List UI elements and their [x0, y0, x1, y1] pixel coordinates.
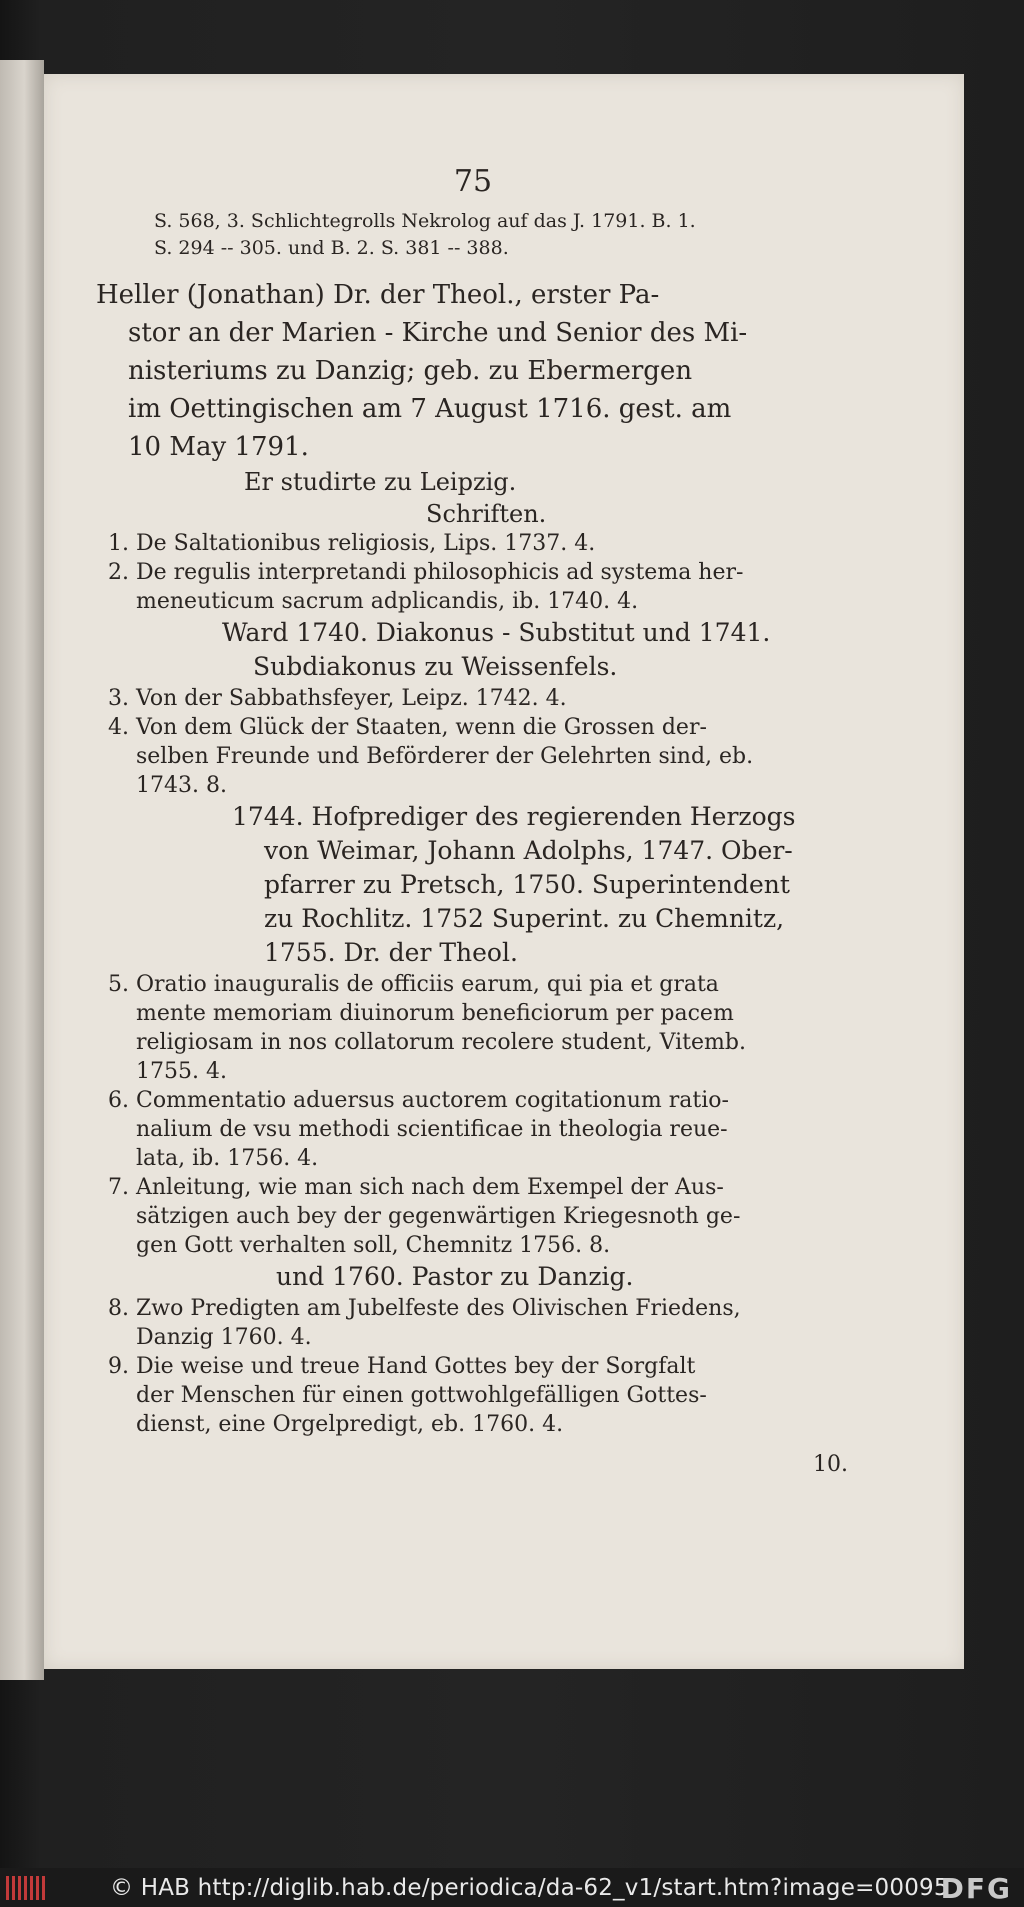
- works-group-3: [96, 970, 850, 1260]
- top-reference-line: S. 568, 3. Schlichtegrolls Nekrolog auf das J. 1791. B. 1.: [154, 210, 696, 232]
- work-text: Oratio inauguralis de officiis earum, qui pia et grata: [136, 972, 719, 997]
- entry-heading-line: nisteriums zu Danzig; geb. zu Ebermergen: [128, 356, 693, 386]
- work-text: Zwo Predigten am Jubelfeste des Olivischen Friedens,: [136, 1296, 741, 1321]
- entry-heading-line: im Oettingischen am 7 August 1716. gest. am: [128, 394, 732, 424]
- work-text: Von der Sabbathsfeyer, Leipz. 1742. 4.: [136, 686, 567, 711]
- work-text: gen Gott verhalten soll, Chemnitz 1756. 8.: [136, 1233, 611, 1258]
- work-text: meneuticum sacrum adplicandis, ib. 1740. 4.: [136, 589, 639, 614]
- work-text: der Menschen für einen gottwohlgefälligen Gottes-: [136, 1383, 707, 1408]
- career-note: [96, 1260, 850, 1294]
- book-spine: [0, 60, 44, 1680]
- work-text: sätzigen auch bey der gegenwärtigen Kriegesnoth ge-: [136, 1204, 741, 1229]
- career-note-line: 1755. Dr. der Theol.: [264, 938, 518, 967]
- career-note-line: pfarrer zu Pretsch, 1750. Superintendent: [264, 870, 790, 899]
- work-item: [96, 1352, 850, 1439]
- work-text: lata, ib. 1756. 4.: [136, 1146, 319, 1171]
- work-item: [96, 1086, 850, 1173]
- work-number: 4.: [108, 715, 129, 740]
- page-content: [96, 160, 850, 1485]
- work-text: De regulis interpretandi philosophicis ad systema her-: [136, 560, 744, 585]
- work-number: 3.: [108, 686, 129, 711]
- barcode-icon: [6, 1876, 48, 1900]
- top-reference: [96, 208, 850, 262]
- career-note-line: von Weimar, Johann Adolphs, 1747. Ober-: [264, 836, 793, 865]
- career-note-line: 1744. Hofprediger des regierenden Herzogs: [232, 802, 796, 831]
- work-text: selben Freunde und Beförderer der Gelehrten sind, eb.: [136, 744, 754, 769]
- career-note: [96, 616, 850, 684]
- footer-bar: [0, 1868, 1024, 1907]
- work-number: 6.: [108, 1088, 129, 1113]
- work-text: De Saltationibus religiosis, Lips. 1737. 4.: [136, 531, 596, 556]
- work-number: 8.: [108, 1296, 129, 1321]
- work-text: religiosam in nos collatorum recolere student, Vitemb.: [136, 1030, 746, 1055]
- work-text: Von dem Glück der Staaten, wenn die Grossen der-: [136, 715, 707, 740]
- works-group-4: [96, 1294, 850, 1439]
- work-number: 9.: [108, 1354, 129, 1379]
- career-note-line: zu Rochlitz. 1752 Superint. zu Chemnitz,: [264, 904, 785, 933]
- work-item: [96, 684, 850, 713]
- work-item: [96, 558, 850, 616]
- work-item: [96, 1294, 850, 1352]
- work-number: 1.: [108, 531, 129, 556]
- work-item: [96, 713, 850, 800]
- work-text: Danzig 1760. 4.: [136, 1325, 312, 1350]
- dfg-logo: DFG: [940, 1872, 1012, 1905]
- work-text: mente memoriam diuinorum beneficiorum per pacem: [136, 1001, 734, 1026]
- entry-heading-line: Heller (Jonathan) Dr. der Theol., erster Pa-: [96, 280, 660, 310]
- top-reference-line: S. 294 -- 305. und B. 2. S. 381 -- 388.: [154, 237, 509, 259]
- career-note-line: und 1760. Pastor zu Danzig.: [276, 1262, 634, 1291]
- work-text: Commentatio aduersus auctorem cogitationum ratio-: [136, 1088, 729, 1113]
- page-number: 75: [453, 164, 493, 199]
- work-number: 2.: [108, 560, 129, 585]
- career-note: [96, 800, 850, 970]
- work-number: 5.: [108, 972, 129, 997]
- works-group-2: [96, 684, 850, 800]
- footer-source-link[interactable]: © HAB http://diglib.hab.de/periodica/da-62_v1/start.htm?image=00095: [110, 1875, 949, 1901]
- career-note-line: Ward 1740. Diakonus - Substitut und 1741.: [222, 618, 771, 647]
- work-number: 7.: [108, 1175, 129, 1200]
- book-page: [44, 74, 964, 1669]
- work-text: dienst, eine Orgelpredigt, eb. 1760. 4.: [136, 1412, 564, 1437]
- schriften-heading: Schriften.: [426, 500, 547, 528]
- work-text: 1743. 8.: [136, 773, 227, 798]
- work-text: Anleitung, wie man sich nach dem Exempel der Aus-: [136, 1175, 724, 1200]
- work-text: 1755. 4.: [136, 1059, 227, 1084]
- entry-heading-line: stor an der Marien - Kirche und Senior des Mi-: [128, 318, 748, 348]
- work-item: [96, 970, 850, 1086]
- signature-mark: 10.: [813, 1452, 848, 1477]
- works-group-1: [96, 529, 850, 616]
- career-note-line: Subdiakonus zu Weissenfels.: [253, 652, 618, 681]
- work-item: [96, 529, 850, 558]
- entry-heading-line: 10 May 1791.: [128, 432, 309, 462]
- work-text: Die weise und treue Hand Gottes bey der Sorgfalt: [136, 1354, 696, 1379]
- work-text: nalium de vsu methodi scientificae in theologia reue-: [136, 1117, 728, 1142]
- entry-heading: [96, 276, 850, 466]
- studied-line: Er studirte zu Leipzig.: [244, 468, 517, 496]
- work-item: [96, 1173, 850, 1260]
